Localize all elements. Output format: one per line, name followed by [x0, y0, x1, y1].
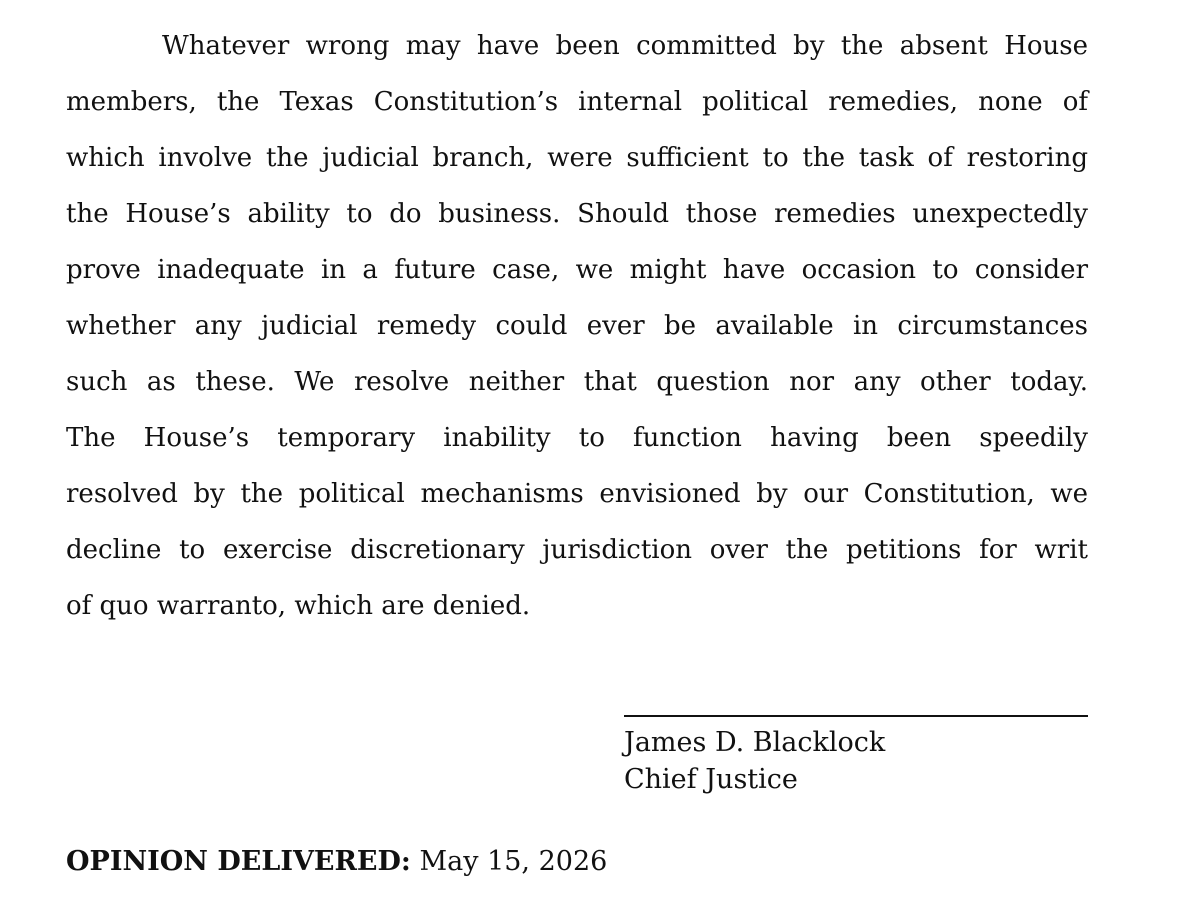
- paragraph-line: members, the Texas Constitution’s internal political remedies, none of: [66, 87, 1088, 117]
- paragraph-line: whether any judicial remedy could ever be available in circumstances: [66, 311, 1088, 341]
- signature-block: [624, 724, 1084, 798]
- paragraph-line: which involve the judicial branch, were sufficient to the task of restoring: [66, 143, 1088, 173]
- paragraph-line: resolved by the political mechanisms envisioned by our Constitution, we: [66, 479, 1088, 509]
- signature-line: [624, 715, 1088, 717]
- opinion-delivered: [66, 842, 607, 882]
- paragraph-line: the House’s ability to do business. Should those remedies unexpectedly: [66, 199, 1088, 229]
- paragraph-line: of quo warranto, which are denied.: [66, 591, 531, 621]
- justice-title: Chief Justice: [624, 764, 798, 795]
- delivered-label: OPINION DELIVERED:: [66, 846, 411, 877]
- paragraph-line: The House’s temporary inability to function having been speedily: [66, 423, 1088, 453]
- justice-name: James D. Blacklock: [624, 727, 886, 758]
- opinion-paragraph: [66, 18, 1088, 634]
- paragraph-line: such as these. We resolve neither that question nor any other today.: [66, 367, 1088, 397]
- paragraph-line: prove inadequate in a future case, we might have occasion to consider: [66, 255, 1088, 285]
- paragraph-line: decline to exercise discretionary jurisdiction over the petitions for writ: [66, 535, 1088, 565]
- paragraph-line: Whatever wrong may have been committed by the absent House: [162, 31, 1088, 61]
- delivered-date: May 15, 2026: [419, 846, 608, 877]
